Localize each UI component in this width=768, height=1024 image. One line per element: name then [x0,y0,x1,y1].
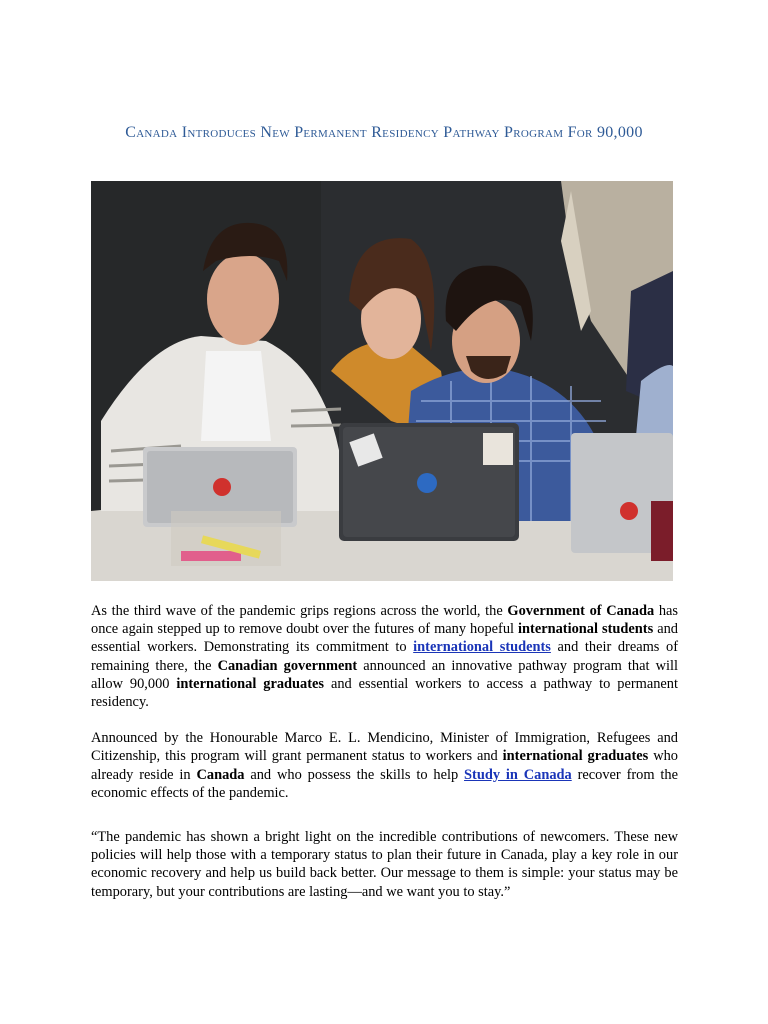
text-run: and essential workers. Demonstrating its commitment to [91,621,678,656]
bold-text: Canadian government [217,657,358,674]
text-run: and their dreams of remaining there, the [91,639,678,674]
bold-text: international graduates [502,748,649,765]
text-run: announced an innovative pathway program that will allow 90,000 [91,657,678,692]
bold-text: international graduates [176,675,325,692]
text-run: Announced by the Honourable Marco E. L. Mendicino, Minister of Immigration, Refugees and Citizenship, this program will grant permanent status to workers and [91,730,678,765]
bold-text: Government of Canada [507,603,655,619]
bold-text: Canada [196,766,245,783]
study-in-canada-link[interactable]: Study in Canada [464,766,572,783]
bold-text: international students [518,621,654,638]
paragraph-1 [91,602,678,711]
text-run: has once again stepped up to remove doubt over the futures of many hopeful [91,603,679,638]
paragraph-2 [91,729,678,802]
quote-paragraph: “The pandemic has shown a bright light on the incredible contributions of newcomers. These new policies will help those with a temporary status to plan their future in Canada, play a key role in our economic recovery and help us build back better. Our message to them is simple: your status may be temporary, but your contributions are lasting—and we want you to stay.” [91,829,678,900]
text-run: recover from the economic effects of the pandemic. [91,766,678,801]
text-run: who already reside in [91,748,678,783]
document-title: Canada Introduces New Permanent Residency Pathway Program For 90,000 [125,124,643,141]
students-photo [91,181,673,581]
text-run: As the third wave of the pandemic grips regions across the world, the [91,603,508,619]
article-body [91,602,678,919]
international-students-link[interactable]: international students [413,639,551,656]
text-run: and who possess the skills to help [244,766,465,783]
text-run: and essential workers to access a pathway to permanent residency. [91,675,678,711]
